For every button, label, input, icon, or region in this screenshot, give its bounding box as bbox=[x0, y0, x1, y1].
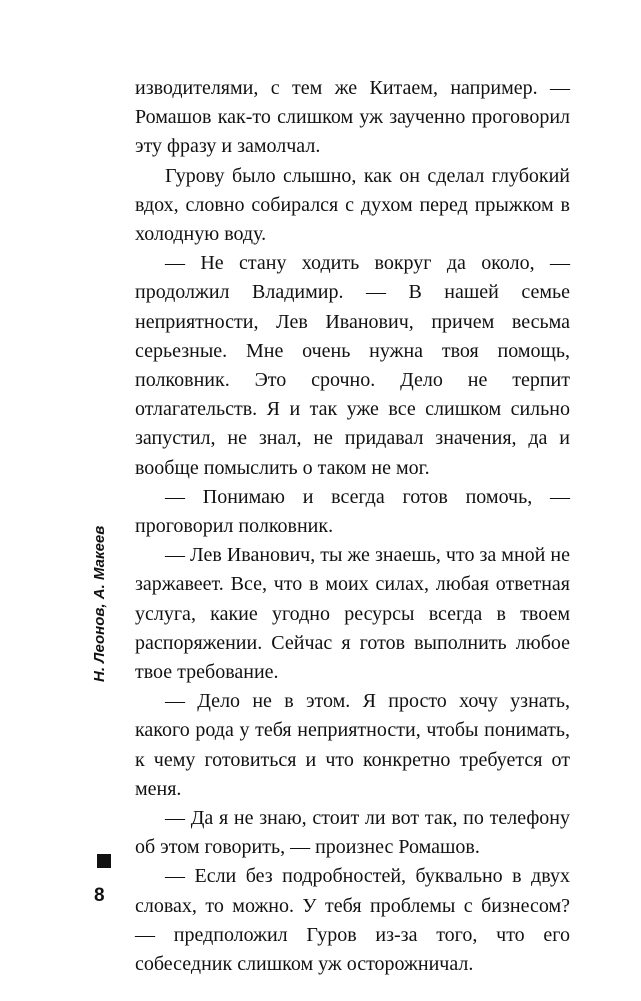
paragraph-8: — Если без подробностей, буквально в двух словах, то можно. У тебя проблемы с бизнесом? — предположил Гуров из-за того, что его собеседник слишком уж осторожничал. bbox=[135, 865, 570, 976]
paragraph-4: — Понимаю и всегда готов помочь, — проговорил полковник. bbox=[135, 485, 570, 538]
page-body-text bbox=[135, 74, 570, 979]
paragraph-3: — Не стану ходить вокруг да около, — продолжил Владимир. — В нашей семье неприятности, Лев Иванович, причем весьма серьезные. Мне очень нужна твоя помощь, полковник. Это срочно. Дело не терпит отлагательств. Я и так уже все слишком сильно запустил, не знал, не придавал значения, да и вообще помыслить о таком не мог. bbox=[135, 252, 570, 479]
square-marker-icon bbox=[97, 854, 111, 868]
running-head-authors: Н. Леонов, А. Макеев bbox=[91, 525, 108, 682]
page-number: 8 bbox=[94, 885, 105, 906]
paragraph-5: — Лев Иванович, ты же знаешь, что за мной не заржавеет. Все, что в моих силах, любая ответная услуга, какие угодно ресурсы всегда в твоем распоряжении. Сейчас я готов выполнить любое твое требование. bbox=[135, 544, 570, 684]
paragraph-6: — Дело не в этом. Я просто хочу узнать, какого рода у тебя неприятности, чтобы понимать, к чему готовиться и что конкретно требуется от меня. bbox=[135, 690, 570, 800]
paragraph-1: изводителями, с тем же Китаем, например. — Ромашов как-то слишком уж заученно проговорил эту фразу и замолчал. bbox=[135, 77, 570, 158]
paragraph-7: — Да я не знаю, стоит ли вот так, по телефону об этом говорить, — произнес Ромашов. bbox=[135, 807, 570, 859]
paragraph-2: Гурову было слышно, как он сделал глубокий вдох, словно собирался с духом перед прыжком в холодную воду. bbox=[135, 164, 570, 246]
